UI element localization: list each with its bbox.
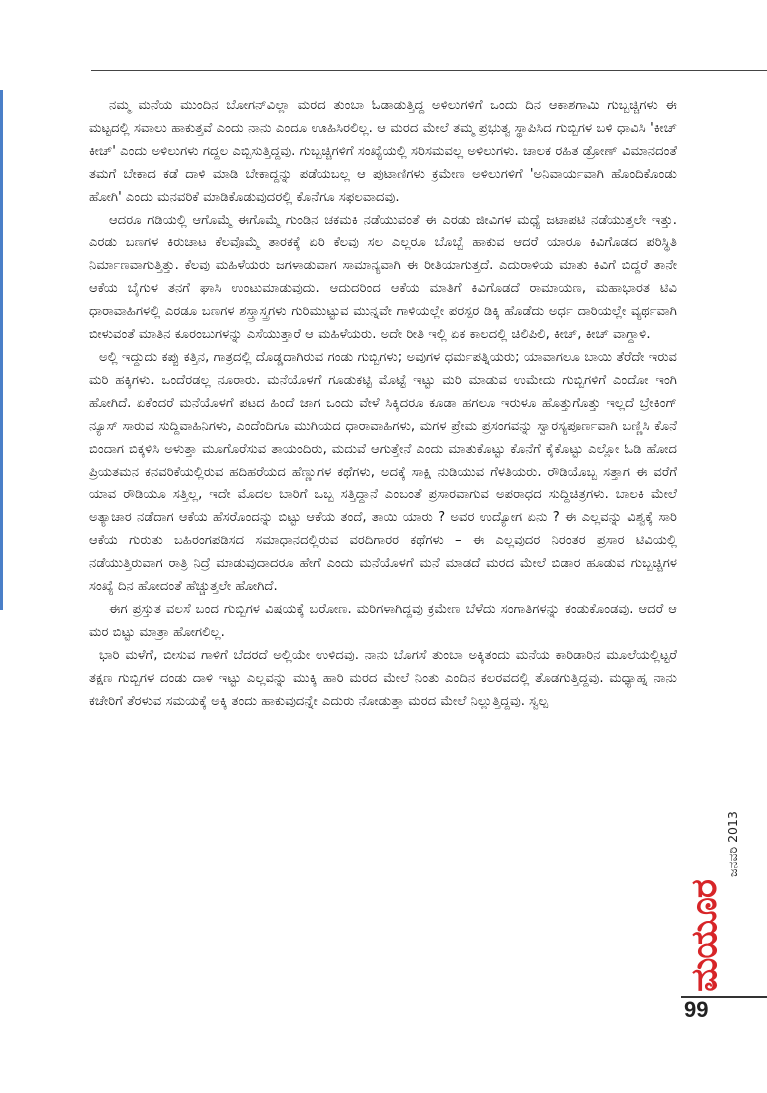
issue-date xyxy=(724,796,742,892)
magazine-title-text: ಮಯೂರ xyxy=(684,880,725,992)
article-body xyxy=(89,95,677,713)
page-number: 99 xyxy=(684,997,709,1022)
paragraph: ಆದರೂ ಗಡಿಯಲ್ಲಿ ಆಗೊಮ್ಮೆ ಈಗೊಮ್ಮೆ ಗುಂಡಿನ ಚಕಮಕಿ ನಡೆಯುವಂತೆ ಈ ಎರಡು ಜೀವಿಗಳ ಮಧ್ಯೆ ಜಟಾಪಟಿ ನಡೆಯುತ್ತಲೇ ಇತ್ತು. ಎರಡು ಬಣಗಳ ಕಿರುಚಾಟ ಕೆಲವೊಮ್ಮೆ ತಾರಕಕ್ಕೆ ಏರಿ ಕೆಲವು ಸಲ ಎಲ್ಲರೂ ಬೊಬ್ಬೆ ಹಾಕುವ ಆದರೆ ಯಾರೂ ಕಿವಿಗೊಡದ ಪರಿಸ್ಥಿತಿ ನಿರ್ಮಾಣವಾಗುತ್ತಿತ್ತು. ಕೆಲವು ಮಹಿಳೆಯರು ಜಗಳಾಡುವಾಗ ಸಾಮಾನ್ಯವಾಗಿ ಈ ರೀತಿಯಾಗುತ್ತದೆ. ಎದುರಾಳಿಯ ಮಾತು ಕಿವಿಗೆ ಬಿದ್ದರೆ ತಾನೇ ಆಕೆಯ ಬೈಗುಳ ತನಗೆ ಘಾಸಿ ಉಂಟುಮಾಡುವುದು. ಆದುದರಿಂದ ಆಕೆಯ ಮಾತಿಗೆ ಕಿವಿಗೊಡದೆ ರಾಮಾಯಣ, ಮಹಾಭಾರತ ಟಿವಿ ಧಾರಾವಾಹಿಗಳಲ್ಲಿ ಎರಡೂ ಬಣಗಳ ಶಸ್ತ್ರಾಸ್ತ್ರಗಳು ಗುರಿಮುಟ್ಟುವ ಮುನ್ನವೇ ಗಾಳಿಯಲ್ಲೇ ಪರಸ್ಪರ ಡಿಕ್ಕಿ ಹೊಡೆದು ಅರ್ಧ ದಾರಿಯಲ್ಲೇ ವ್ಯರ್ಥವಾಗಿ ಬೀಳುವಂತೆ ಮಾತಿನ ಕೂರಂಬುಗಳನ್ನು ಎಸೆಯುತ್ತಾರೆ ಆ ಮಹಿಳೆಯರು. ಅದೇ ರೀತಿ ಇಲ್ಲಿ ಏಕ ಕಾಲದಲ್ಲಿ ಚಿಲಿಪಿಲಿ, ಕೀಚ್, ಕೀಚ್ ವಾಗ್ದಾಳಿ. xyxy=(89,212,677,343)
paragraph: ಈಗ ಪ್ರಸ್ತುತ ವಲಸೆ ಬಂದ ಗುಬ್ಬಿಗಳ ವಿಷಯಕ್ಕೆ ಬರೋಣ. ಮರಿಗಳಾಗಿದ್ದವು ಕ್ರಮೇಣ ಬೆಳೆದು ಸಂಗಾತಿಗಳನ್ನು ಕಂಡುಕೊಂಡವು. ಆದರೆ ಆ ಮರ ಬಿಟ್ಟು ಮಾತ್ರಾ ಹೋಗಲಿಲ್ಲ. xyxy=(89,601,677,640)
left-margin-bar xyxy=(0,90,3,610)
paragraph: ಭಾರಿ ಮಳೆಗೆ, ಬೀಸುವ ಗಾಳಿಗೆ ಬೆದರದೆ ಅಲ್ಲಿಯೇ ಉಳಿದವು. ನಾನು ಬೊಗಸೆ ತುಂಬಾ ಅಕ್ಕಿತಂದು ಮನೆಯ ಕಾರಿಡಾರಿನ ಮೂಲೆಯಲ್ಲಿಟ್ಟರೆ ತಕ್ಷಣ ಗುಬ್ಬಿಗಳ ದಂಡು ದಾಳಿ ಇಟ್ಟು ಎಲ್ಲವನ್ನು ಮುಕ್ಕಿ ಹಾರಿ ಮರದ ಮೇಲೆ ನಿಂತು ಎಂದಿನ ಕಲರವದಲ್ಲಿ ತೊಡಗುತ್ತಿದ್ದವು. ಮಧ್ಯಾಹ್ನ ನಾನು ಕಚೇರಿಗೆ ತೆರಳುವ ಸಮಯಕ್ಕೆ ಅಕ್ಕಿ ತಂದು ಹಾಕುವುದನ್ನೇ ಎದುರು ನೋಡುತ್ತಾ ಮರದ ಮೇಲೆ ನಿಲ್ಲುತ್ತಿದ್ದವು. ಸ್ವಲ್ಪ xyxy=(89,647,677,709)
header-rule xyxy=(91,70,767,71)
paragraph: ಅಲ್ಲಿ ಇದ್ದುದು ಕಪ್ಪು ಕತ್ತಿನ, ಗಾತ್ರದಲ್ಲಿ ದೊಡ್ಡದಾಗಿರುವ ಗಂಡು ಗುಬ್ಬಿಗಳು; ಅವುಗಳ ಧರ್ಮಪತ್ನಿಯರು; ಯಾವಾಗಲೂ ಬಾಯಿ ತೆರೆದೇ ಇರುವ ಮರಿ ಹಕ್ಕಿಗಳು. ಒಂದೆರಡಲ್ಲ ನೂರಾರು. ಮನೆಯೊಳಗೆ ಗೂಡುಕಟ್ಟಿ ಮೊಟ್ಟೆ ಇಟ್ಟು ಮರಿ ಮಾಡುವ ಉಮೇದು ಗುಬ್ಬಿಗಳಿಗೆ ಎಂದೋ ಇಂಗಿ ಹೋಗಿದೆ. ಏಕೆಂದರೆ ಮನೆಯೊಳಗೆ ಪಟದ ಹಿಂದೆ ಜಾಗ ಒಂದು ವೇಳೆ ಸಿಕ್ಕಿದರೂ ಕೂಡಾ ಹಗಲೂ ಇರುಳೂ ಹೊತ್ತುಗೊತ್ತು ಇಲ್ಲದೆ ಬ್ರೇಕಿಂಗ್ ನ್ಯೂಸ್ ಸಾರುವ ಸುದ್ದಿವಾಹಿನಿಗಳು, ಎಂದೆಂದಿಗೂ ಮುಗಿಯದ ಧಾರಾವಾಹಿಗಳು, ಮಗಳ ಪ್ರೇಮ ಪ್ರಸಂಗವನ್ನು ಸ್ವಾರಸ್ಯಪೂರ್ಣವಾಗಿ ಬಣ್ಣಿಸಿ ಕೊನೆ ಬಿಂದಾಗ ಬಿಕ್ಕಳಿಸಿ ಅಳುತ್ತಾ ಮೂಗೊರೆಸುವ ತಾಯಂದಿರು, ಮದುವೆ ಆಗುತ್ತೇನೆ ಎಂದು ಮಾತುಕೊಟ್ಟು ಕೊನೆಗೆ ಕೈಕೊಟ್ಟು ಎಲ್ಲೋ ಓಡಿ ಹೋದ ಪ್ರಿಯತಮನ ಕನವರಿಕೆಯಲ್ಲಿರುವ ಹದಿಹರೆಯದ ಹೆಣ್ಣುಗಳ ಕಥೆಗಳು, ಅದಕ್ಕೆ ಸಾಕ್ಷಿ ನುಡಿಯುವ ಗೆಳತಿಯರು. ರೌಡಿಯೊಬ್ಬ ಸತ್ತಾಗ ಈ ವರೆಗೆ ಯಾವ ರೌಡಿಯೂ ಸತ್ತಿಲ್ಲ, ಇದೇ ಮೊದಲ ಬಾರಿಗೆ ಒಬ್ಬ ಸತ್ತಿದ್ದಾನೆ ಎಂಬಂತೆ ಪ್ರಸಾರವಾಗುವ ಅಪರಾಧದ ಸುದ್ದಿಚಿತ್ರಗಳು. ಬಾಲಕಿ ಮೇಲೆ ಅತ್ಯಾಚಾರ ನಡೆದಾಗ ಆಕೆಯ ಹೆಸರೊಂದನ್ನು ಬಿಟ್ಟು ಆಕೆಯ ತಂದೆ, ತಾಯಿ ಯಾರು ? ಅವರ ಉದ್ಯೋಗ ಏನು ? ಈ ಎಲ್ಲವನ್ನು ವಿಶ್ವಕ್ಕೆ ಸಾರಿ ಆಕೆಯ ಗುರುತು ಬಹಿರಂಗಪಡಿಸದ ಸಮಾಧಾನದಲ್ಲಿರುವ ವರದಿಗಾರರ ಕಥೆಗಳು – ಈ ಎಲ್ಲವುದರ ನಿರಂತರ ಪ್ರಸಾರ ಟಿವಿಯಲ್ಲಿ ನಡೆಯುತ್ತಿರುವಾಗ ರಾತ್ರಿ ನಿದ್ರೆ ಮಾಡುವುದಾದರೂ ಹೇಗೆ ಎಂದು ಮನೆಯೊಳಗೆ ಮನೆ ಮಾಡದೆ ಮರದ ಮೇಲೆ ಬಿಡಾರ ಹೂಡುವ ಗುಬ್ಬಚ್ಚಿಗಳ ಸಂಖ್ಯೆ ದಿನ ಹೋದಂತೆ ಹೆಚ್ಚುತ್ತಲೇ ಹೋಗಿದೆ. xyxy=(89,349,677,595)
magazine-title xyxy=(684,880,725,992)
issue-date-text: ಜನವರಿ 2013 xyxy=(725,811,741,877)
paragraph: ನಮ್ಮ ಮನೆಯ ಮುಂದಿನ ಬೋಗನ್‌ವಿಲ್ಲಾ ಮರದ ತುಂಬಾ ಓಡಾಡುತ್ತಿದ್ದ ಅಳಿಲುಗಳಿಗೆ ಒಂದು ದಿನ ಆಕಾಶಗಾಮಿ ಗುಬ್ಬಚ್ಚಿಗಳು ಈ ಮಟ್ಟದಲ್ಲಿ ಸವಾಲು ಹಾಕುತ್ತವೆ ಎಂದು ನಾನು ಎಂದೂ ಊಹಿಸಿರಲಿಲ್ಲ. ಆ ಮರದ ಮೇಲೆ ತಮ್ಮ ಪ್ರಭುತ್ವ ಸ್ಥಾಪಿಸಿದ ಗುಬ್ಬಿಗಳ ಬಳಿ ಧಾವಿಸಿ 'ಕೀಚ್ ಕೀಚ್' ಎಂದು ಅಳಿಲುಗಳು ಗದ್ದಲ ಎಬ್ಬಿಸುತ್ತಿದ್ದವು. ಗುಬ್ಬಚ್ಚಿಗಳಿಗೆ ಸಂಖ್ಯೆಯಲ್ಲಿ ಸರಿಸಮವಲ್ಲ ಅಳಿಲುಗಳು. ಚಾಲಕ ರಹಿತ ಡ್ರೋಣ್ ವಿಮಾನದಂತೆ ತಮಗೆ ಬೇಕಾದ ಕಡೆ ದಾಳಿ ಮಾಡಿ ಬೇಕಾದ್ದನ್ನು ಪಡೆಯಬಲ್ಲ ಆ ಪುಟಾಣಿಗಳು ಕ್ರಮೇಣ ಅಳಿಲುಗಳಿಗೆ 'ಅನಿವಾರ್ಯವಾಗಿ ಹೊಂದಿಕೊಂಡು ಹೋಗಿ' ಎಂದು ಮನವರಿಕೆ ಮಾಡಿಕೊಡುವುದರಲ್ಲಿ ಕೊನೆಗೂ ಸಫಲವಾದವು. xyxy=(89,98,677,205)
